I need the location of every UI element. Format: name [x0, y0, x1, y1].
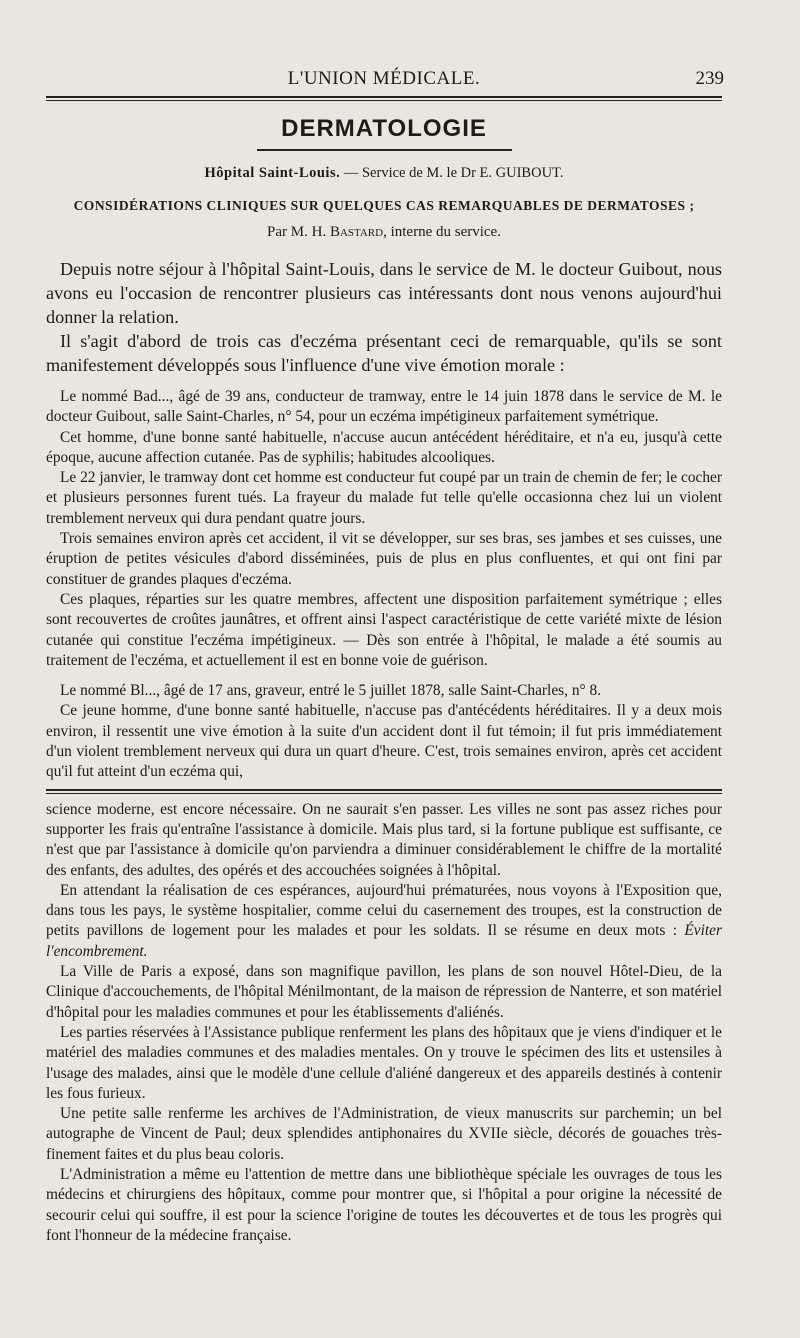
- paragraph-text: En attendant la réalisation de ces espérances, aujourd'hui prématurées, nous voyons à l'Exposition que, dans tous les pays, le système hospitalier, comme celui du casernement des troupes, est la construction de petits pavillons de logement pour les malades et pour les soldats. Il se résume en deux mots :: [46, 881, 722, 940]
- author-prefix: Par M. H.: [267, 224, 330, 240]
- paragraph: Depuis notre séjour à l'hôpital Saint-Louis, dans le service de M. le docteur Guibout, nous avons eu l'occasion de rencontrer plusieurs cas intéressants dont nous venons aujourd'hui donner la relation.: [46, 259, 722, 327]
- article-title: CONSIDÉRATIONS CLINIQUES SUR QUELQUES CAS REMARQUABLES DE DERMATOSES ;: [73, 198, 695, 213]
- paragraph: Trois semaines environ après cet accident, il vit se développer, sur ses bras, ses jambes et ses cuisses, une éruption de petites vésicules d'abord disséminées, puis de plus en plus confluentes, et qui ont fini par constituer de grandes plaques d'eczéma.: [46, 530, 722, 588]
- intro: [46, 257, 722, 377]
- paragraph: science moderne, est encore nécessaire. On ne saurait s'en passer. Les villes ne sont pas assez riches pour supporter les frais qu'entraîne l'assistance à domicile. Mais plus tard, si la fortune publique est suffisante, ce n'est que par l'assistance à domicile qu'on parviendra a diminuer considérablement le chiffre de la mortalité des enfants, des adultes, des opérés et des accouchées soignées à l'hôpital.: [46, 800, 722, 879]
- paragraph: Ces plaques, réparties sur les quatre membres, affectent une disposition parfaitement symétrique ; elles sont recouvertes de croûtes jaunâtres, et offrent ainsi l'aspect caractéristique de cette variété mixte de lésion cutanée qui constitue l'eczéma impétigineux. — Dès son entrée à l'hôpital, le malade a été soumis au traitement de l'eczéma, et actuellement il est en bonne voie de guérison.: [46, 590, 722, 669]
- paragraph: Le nommé Bl..., âgé de 17 ans, graveur, entré le 5 juillet 1878, salle Saint-Charles, n° 8.: [60, 682, 602, 700]
- header-rule-thin: [46, 100, 722, 101]
- paragraph: Cet homme, d'une bonne santé habituelle, n'accuse aucun antécédent héréditaire, et n'a eu, jusqu'à cette époque, aucune affection cutanée. Pas de syphilis; habitudes alcooliques.: [46, 428, 722, 466]
- section-title: DERMATOLOGIE: [281, 115, 487, 142]
- case-one: [46, 387, 722, 671]
- paragraph: Le nommé Bad..., âgé de 39 ans, conducteur de tramway, entre le 14 juin 1878 dans le service de M. le docteur Guibout, salle Saint-Charles, n° 54, pour un eczéma impétigineux parfaitement symétrique.: [46, 388, 722, 426]
- author-line: [46, 224, 722, 241]
- page-number: 239: [695, 68, 724, 89]
- paragraph: Le 22 janvier, le tramway dont cet homme est conducteur fut coupé par un train de chemin de fer; le cocher et plusieurs personnes furent tués. La frayeur du malade fut telle qu'elle occasionna chez lui un violent tremblement nerveux qui dura pendant quatre jours.: [46, 469, 722, 527]
- feuilleton-rule: [46, 789, 722, 791]
- hospital-name: Hôpital Saint-Louis.: [204, 165, 341, 181]
- hospital-line: [46, 165, 722, 182]
- service-text: — Service de M. le Dr E. GUIBOUT.: [340, 165, 564, 181]
- paragraph: Il s'agit d'abord de trois cas d'eczéma présentant ceci de remarquable, qu'ils se sont manifestement développés sous l'influence d'une vive émotion morale :: [46, 331, 722, 375]
- paragraph: Une petite salle renferme les archives de l'Administration, de vieux manuscrits sur parchemin; un bel autographe de Vincent de Paul; deux splendides antiphonaires du XVIIe siècle, décorés de gouaches très-finement faites et du plus beau coloris.: [46, 1105, 722, 1163]
- paragraph: [46, 881, 722, 962]
- paragraph: La Ville de Paris a exposé, dans son magnifique pavillon, les plans de son nouvel Hôtel-Dieu, de la Clinique d'accouchements, de l'hôpital Ménilmontant, de la maison de répression de Nanterre, et son matériel d'hôpital pour les maladies communes et pour les établissements d'aliénés.: [46, 963, 722, 1021]
- author-name: Bastard: [329, 224, 384, 240]
- paragraph: L'Administration a même eu l'attention de mettre dans une bibliothèque spéciale les ouvrages de tous les médecins et chirurgiens des hôpitaux, comme pour montrer que, si l'hôpital a pour origine la nécessité de secourir celui qui souffre, il est pour la science l'origine de toutes les découvertes et de tous les progrès qui font l'honneur de la médecine française.: [46, 1165, 722, 1244]
- section-rule: [257, 149, 512, 151]
- feuilleton-rule-thin: [46, 793, 722, 794]
- journal-title: L'UNION MÉDICALE.: [287, 68, 481, 89]
- header-rule: [46, 96, 722, 98]
- motto: Éviter l'encombrement.: [46, 922, 722, 960]
- author-suffix: , interne du service.: [383, 224, 501, 240]
- feuilleton: [46, 800, 722, 1247]
- case-two: [46, 681, 722, 782]
- paragraph: Ce jeune homme, d'une bonne santé habituelle, n'accuse pas d'antécédents héréditaires. Il y a deux mois environ, il ressentit une vive émotion à la suite d'un accident dont il fut témoin; il fut pris immédiatement d'un violent tremblement nerveux qui dura un quart d'heure. C'est, trois semaines environ, après cet accident qu'il fut atteint d'un eczéma qui,: [46, 702, 722, 781]
- paragraph: Les parties réservées à l'Assistance publique renferment les plans des hôpitaux que je viens d'indiquer et le matériel des maladies communes et des maladies mentales. On y trouve le spécimen des lits et ustensiles à l'usage des malades, ainsi que le modèle d'une cellule d'aliéné dangereux et des appareils destinés à contenir les fous furieux.: [46, 1023, 722, 1102]
- running-header: [46, 62, 722, 92]
